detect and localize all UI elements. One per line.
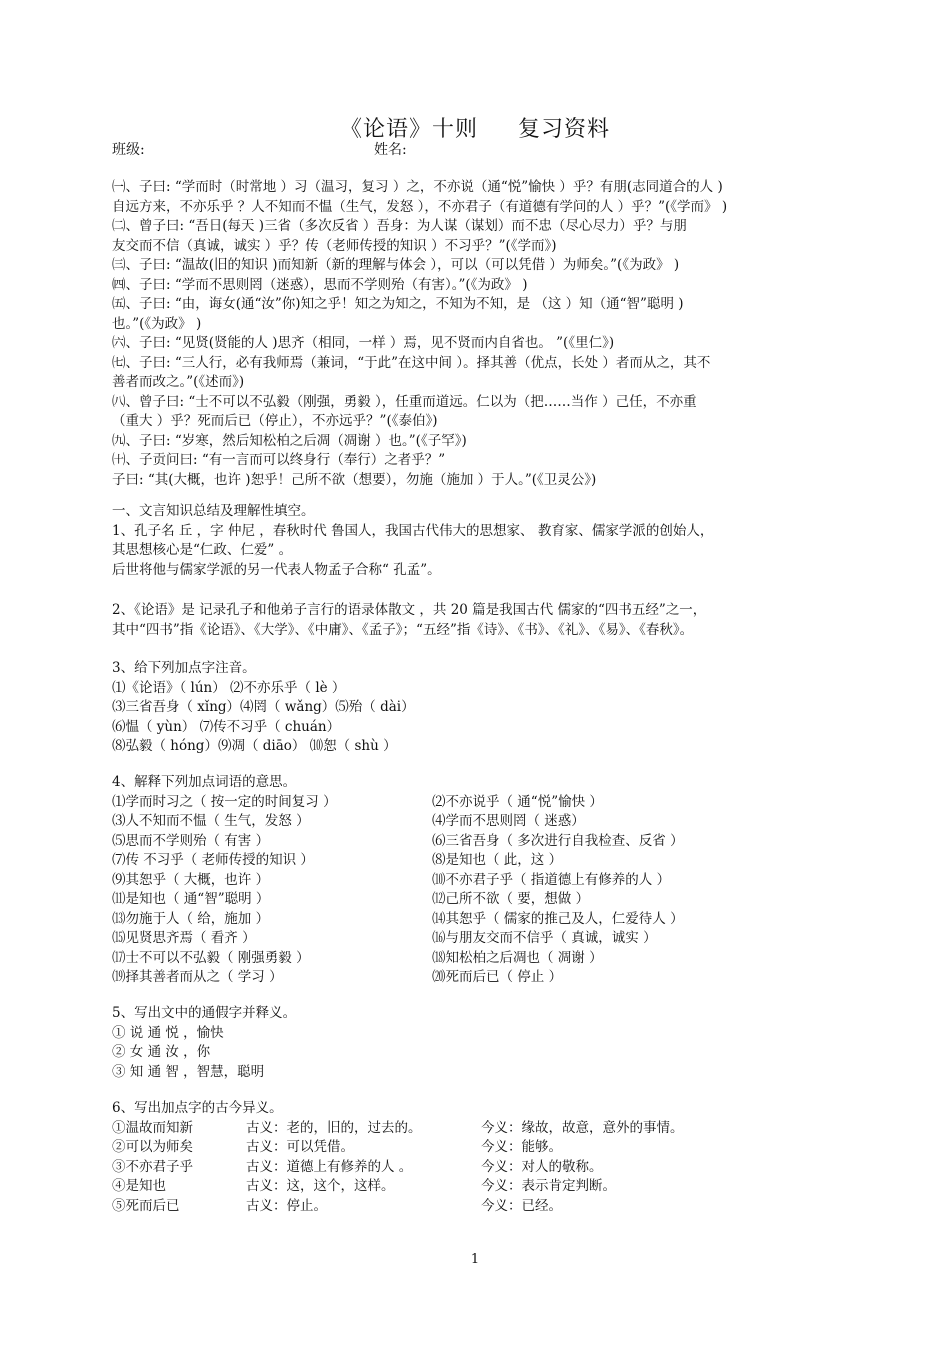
passage-line: 子曰: “其(大概，也许 )恕乎！己所不欲（想要），勿施（施加 ）于人。”(《卫灵公》) — [112, 471, 597, 488]
q6-row: ②可以为师矣 古义：可以凭借。 今义：能够。 — [112, 1139, 562, 1155]
name-label: 姓名: — [374, 142, 407, 158]
question-6 — [112, 1099, 852, 1216]
q5-line: ③ 知 通 智 ，智慧，聪明 — [112, 1063, 265, 1080]
q3-line: ⑴《论语》（ lún） ⑵不亦乐乎（ lè ） — [112, 679, 346, 696]
q3-title: 3、给下列加点字注音。 — [112, 660, 256, 676]
q1-line: 1、孔子名 丘 ，字 仲尼 ，春秋时代 鲁国人，我国古代伟大的思想家、 教育家、儒家学派的创始人， — [112, 522, 714, 539]
q4-row: ⑸思而不学则殆（ 有害 ） ⑹三省吾身（ 多次进行自我检查、反省 ） — [112, 832, 684, 849]
question-1 — [112, 502, 852, 580]
passage-line: ㈨、子曰: “岁寒，然后知松柏之后凋（凋谢 ）也。”(《子罕》) — [112, 432, 467, 449]
passage-line: ㈧、曾子曰: “士不可以不弘毅（刚强，勇毅 ），任重而道远。仁以为（把……当作 ）己任，不亦重 — [112, 393, 697, 410]
page-number: 1 — [470, 1252, 480, 1267]
q5-line: ② 女 通 汝 ，你 — [112, 1044, 211, 1060]
passage-line: ㈩、子贡问曰: “有一言而可以终身行（奉行）之者乎？” — [112, 452, 446, 468]
q4-row: ⑼其恕乎（ 大概，也许 ） ⑽不亦君子乎（ 指道德上有修养的人 ） — [112, 871, 671, 888]
question-5 — [112, 1004, 852, 1082]
q4-row: ⒆择其善者而从之（ 学习 ） ⒇死而后已（ 停止 ） — [112, 969, 563, 985]
part1-title: 一、文言知识总结及理解性填空。 — [112, 503, 315, 519]
q4-row: ⑴学而时习之（ 按一定的时间复习 ） ⑵不亦说乎（ 通“悦”愉快 ） — [112, 793, 603, 810]
question-4 — [112, 773, 852, 988]
q1-line: 其思想核心是“仁政、仁爱” 。 — [112, 542, 293, 558]
q2-line: 其中“四书”指《论语》、《大学》、《中庸》、《孟子》；“五经”指《诗》、《书》、《礼》、《易》、《春秋》。 — [112, 621, 694, 638]
passage-line: 善者而改之。”(《述而》) — [112, 374, 245, 390]
title-suffix: 复习资料 — [518, 117, 611, 142]
passage-line: ㈤、子曰: “由，诲女(通“汝”你)知之乎！知之为知之，不知为不知，是 （这 ）知（通“智”聪明 ) — [112, 296, 684, 312]
q2-line: 2、《论语》是 记录孔子和他弟子言行的语录体散文 ，共 20 篇是我国古代 儒家的“四书五经”之一， — [112, 602, 707, 618]
passage-line: ㈥、子曰: “见贤(贤能的人 )思齐（相同，一样 ）焉，见不贤而内自省也。 ”(《里仁》) — [112, 335, 615, 351]
q4-title: 4、解释下列加点词语的意思。 — [112, 774, 297, 790]
q3-line: ⑶三省吾身（ xǐng）⑷罔（ wǎng）⑸殆（ dài） — [112, 699, 415, 715]
q5-title: 5、写出文中的通假字并释义。 — [112, 1005, 297, 1021]
class-label: 班级: — [112, 142, 145, 158]
q3-line: ⑹愠（ yùn） ⑺传不习乎（ chuán） — [112, 718, 341, 735]
passage-line: 自远方来，不亦乐乎 ？人不知而不愠（生气，发怒 ），不亦君子（有道德有学问的人 ）乎？”(《学而》 ) — [112, 198, 728, 215]
q4-row: ⑶人不知而不愠（ 生气，发怒 ） ⑷学而不思则罔（ 迷惑） — [112, 813, 585, 829]
question-2 — [112, 601, 852, 640]
q4-row: ⒀勿施于人（ 给，施加 ） ⒁其恕乎（ 儒家的推己及人，仁爱待人 ） — [112, 910, 684, 927]
q6-row: ③不亦君子乎 古义：道德上有修养的人 。 今义：对人的敬称。 — [112, 1158, 603, 1175]
passage-line: 友交而不信（真诚，诚实 ）乎？传（老师传授的知识 ）不习乎？”(《学而》) — [112, 237, 557, 254]
q3-line: ⑻弘毅（ hóng）⑼凋（ diāo） ⑽恕（ shù ） — [112, 738, 397, 754]
passage-line: 也。”(《为政》 ) — [112, 315, 202, 332]
q5-line: ① 说 通 悦 ，愉快 — [112, 1024, 224, 1041]
q4-row: ⑾是知也（ 通“智”聪明 ） ⑿己所不欲（ 要，想做 ） — [112, 891, 590, 907]
passage-line: ㈦、子曰: “三人行，必有我师焉（兼词，“于此”在这中间 ）。择其善（优点，长处 ）者而从之，其不 — [112, 354, 711, 371]
q6-row: ①温故而知新 古义：老的，旧的，过去的。 今义：缘故，故意，意外的事情。 — [112, 1119, 684, 1136]
passage-line: （重大 ）乎？死而后已（停止），不亦远乎？”(《泰伯》) — [112, 413, 438, 429]
q1-line: 后世将他与儒家学派的另一代表人物孟子合称“ 孔孟”。 — [112, 561, 441, 578]
title-main: 《论语》十则 — [339, 117, 478, 142]
question-3 — [112, 659, 852, 757]
header-line — [112, 139, 852, 159]
q6-row: ④是知也 古义：这，这个，这样。 今义：表示肯定判断。 — [112, 1178, 616, 1194]
passages — [112, 178, 852, 490]
q4-row: ⒂见贤思齐焉（ 看齐 ） ⒃与朋友交而不信乎（ 真诚，诚实 ） — [112, 930, 657, 946]
passage-line: ㈠、子曰: “学而时（时常地 ）习（温习，复习 ）之，不亦说（通“悦”愉快 ）乎？有朋(志同道合的人 ) — [112, 179, 723, 195]
q4-row: ⑺传 不习乎（ 老师传授的知识 ） ⑻是知也（ 此，这 ） — [112, 852, 563, 868]
passage-line: ㈡、曾子曰: “吾日(每天 )三省（多次反省 ）吾身：为人谋（谋划）而不忠（尽心尽力）乎？与朋 — [112, 218, 687, 234]
q4-row: ⒄士不可以不弘毅（ 刚强勇毅 ） ⒅知松柏之后凋也（ 凋谢 ） — [112, 949, 603, 966]
passage-line: ㈣、子曰: “学而不思则罔（迷惑），思而不学则殆（有害）。”(《为政》 ) — [112, 276, 528, 293]
q6-row: ⑤死而后已 古义：停止。 今义：已经。 — [112, 1197, 562, 1214]
passage-line: ㈢、子曰: “温故(旧的知识 )而知新（新的理解与体会 ），可以（可以凭借 ）为师矣。”(《为政》 ) — [112, 257, 680, 273]
q6-title: 6、写出加点字的古今异义。 — [112, 1100, 283, 1116]
